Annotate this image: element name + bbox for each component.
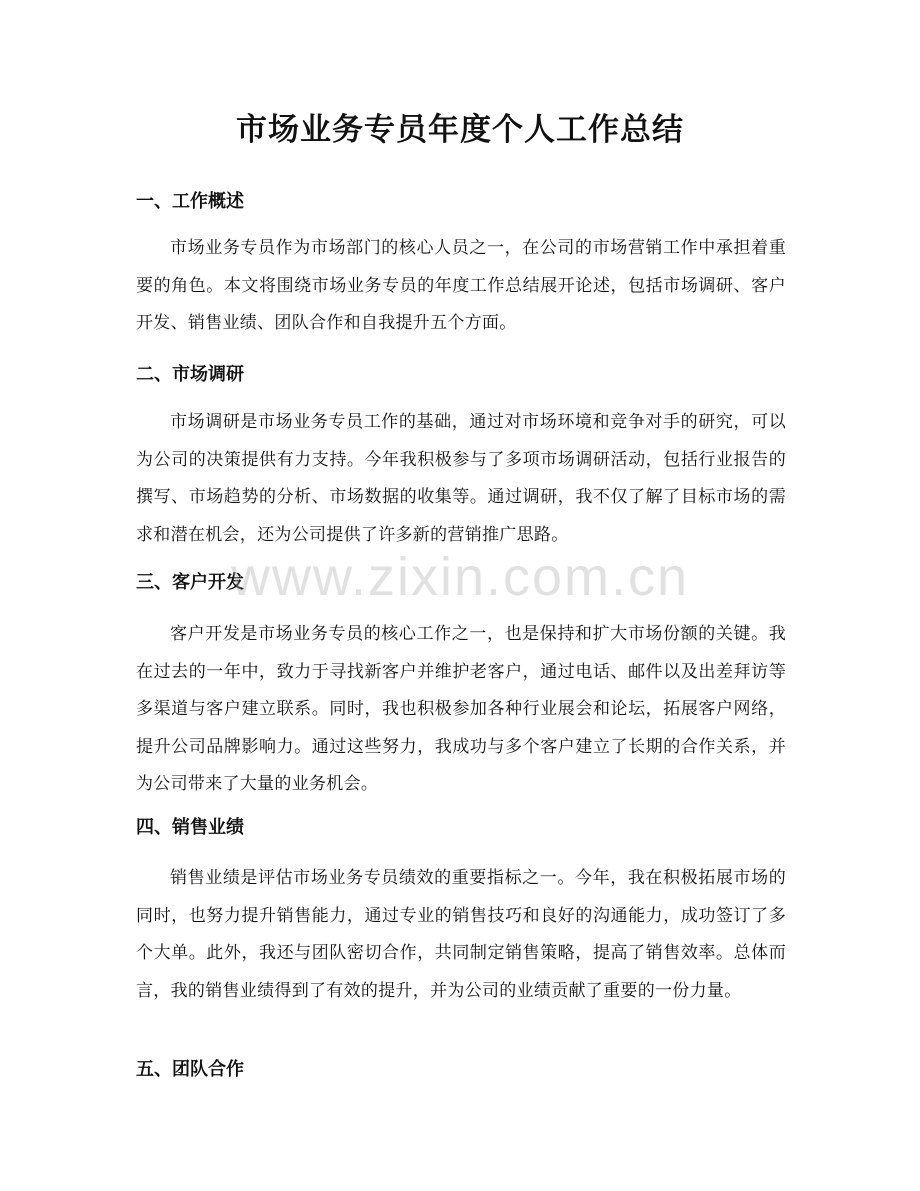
watermark: www.zixin.com.cn [230, 547, 690, 607]
section-paragraph-customer-development: 客户开发是市场业务专员的核心工作之一，也是保持和扩大市场份额的关键。我在过去的一年中，致力于寻找新客户并维护老客户，通过电话、邮件以及出差拜访等多渠道与客户建立联系。同时，我也积极参加各种行业展会和论坛，拓展客户网络，提升公司品牌影响力。通过这些努力，我成功与多个客户建立了长期的合作关系，并为公司带来了大量的业务机会。 [136, 624, 786, 794]
section-heading-teamwork: 五、团队合作 [136, 1059, 244, 1080]
section-heading-sales-performance: 四、销售业绩 [136, 817, 244, 838]
section-paragraph-overview: 市场业务专员作为市场部门的核心人员之一，在公司的市场营销工作中承担着重要的角色。本文将围绕市场业务专员的年度工作总结展开论述，包括市场调研、客户开发、销售业绩、团队合作和自我提升五个方面。 [136, 238, 786, 333]
section-paragraph-market-research: 市场调研是市场业务专员工作的基础，通过对市场环境和竞争对手的研究，可以为公司的决策提供有力支持。今年我积极参与了多项市场调研活动，包括行业报告的撰写、市场趋势的分析、市场数据的收集等。通过调研，我不仅了解了目标市场的需求和潜在机会，还为公司提供了许多新的营销推广思路。 [136, 412, 786, 545]
document-title: 市场业务专员年度个人工作总结 [236, 112, 684, 148]
section-heading-overview: 一、工作概述 [136, 191, 244, 212]
section-heading-customer-development: 三、客户开发 [136, 572, 244, 593]
section-paragraph-sales-performance: 销售业绩是评估市场业务专员绩效的重要指标之一。今年，我在积极拓展市场的同时，也努力提升销售能力，通过专业的销售技巧和良好的沟通能力，成功签订了多个大单。此外，我还与团队密切合作，共同制定销售策略，提高了销售效率。总体而言，我的销售业绩得到了有效的提升，并为公司的业绩贡献了重要的一份力量。 [136, 868, 786, 1001]
section-heading-market-research: 二、市场调研 [136, 364, 244, 385]
